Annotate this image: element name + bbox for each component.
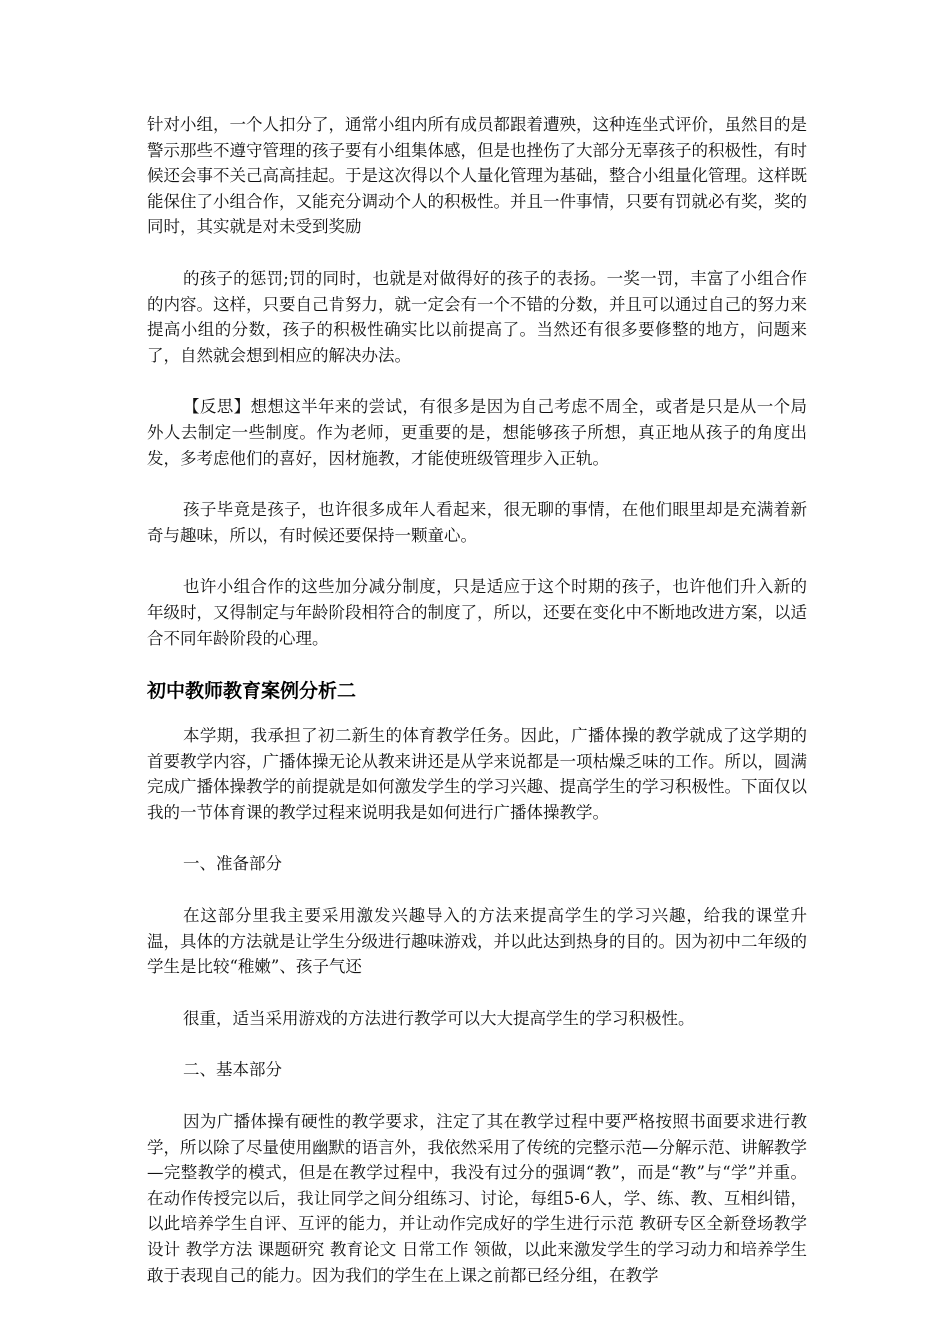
paragraph-5: 也许小组合作的这些加分减分制度，只是适应于这个时期的孩子，也许他们升入新的年级时，又得制定与年龄阶段相符合的制度了，所以，还要在变化中不断地改进方案，以适合不同年龄阶段的心理。 [147, 577, 807, 648]
paragraph-preparation-cont: 很重，适当采用游戏的方法进行教学可以大大提高学生的学习积极性。 [183, 1008, 695, 1028]
paragraph-preparation: 在这部分里我主要采用激发兴趣导入的方法来提高学生的学习兴趣，给我的课堂升温，具体的方法就是让学生分级进行趣味游戏，并以此达到热身的目的。因为初中二年级的学生是比较“稚嫩”、孩子气还 [147, 906, 807, 977]
paragraph-reflection: 【反思】想想这半年来的尝试，有很多是因为自己考虑不周全，或者是只是从一个局外人去制定一些制度。作为老师，更重要的是，想能够孩子所想，真正地从孩子的角度出发，多考虑他们的喜好，因材施教，才能使班级管理步入正轨。 [147, 397, 807, 468]
paragraph-2: 的孩子的惩罚;罚的同时，也就是对做得好的孩子的表扬。一奖一罚，丰富了小组合作的内容。这样，只要自己肯努力，就一定会有一个不错的分数，并且可以通过自己的努力来提高小组的分数，孩子的积极性确实比以前提高了。当然还有很多要修整的地方，问题来了，自然就会想到相应的解决办法。 [147, 268, 807, 365]
document-page [147, 112, 807, 1314]
paragraph-basic: 因为广播体操有硬性的教学要求，注定了其在教学过程中要严格按照书面要求进行教学，所以除了尽量使用幽默的语言外，我依然采用了传统的完整示范—分解示范、讲解教学—完整教学的模式，但是在教学过程中，我没有过分的强调“教”，而是“教”与“学”并重。在动作传授完以后，我让同学之间分组练习、讨论，每组5-6人，学、练、教、互相纠错，以此培养学生自评、互评的能力，并让动作完成好的学生进行示范 教研专区全新登场教学设计 教学方法 课题研究 教育论文 日常工作 领做，以此来激发学生的学习动力和培养学生敢于表现自己的能力。因为我们的学生在上课之前都已经分组，在教学 [147, 1112, 807, 1285]
section-heading: 初中教师教育案例分析二 [147, 680, 357, 703]
paragraph-1: 针对小组，一个人扣分了，通常小组内所有成员都跟着遭殃，这种连坐式评价，虽然目的是警示那些不遵守管理的孩子要有小组集体感，但是也挫伤了大部分无辜孩子的积极性，有时候还会事不关己高高挂起。于是这次得以个人量化管理为基础，整合小组量化管理。这样既能保住了小组合作，又能充分调动个人的积极性。并且一件事情，只要有罚就必有奖，奖的同时，其实就是对未受到奖励 [147, 115, 807, 237]
subheading-preparation: 一、准备部分 [183, 854, 282, 874]
paragraph-intro: 本学期，我承担了初二新生的体育教学任务。因此，广播体操的教学就成了这学期的首要教学内容，广播体操无论从教来讲还是从学来说都是一项枯燥乏味的工作。所以，圆满完成广播体操教学的前提就是如何激发学生的学习兴趣、提高学生的学习积极性。下面仅以我的一节体育课的教学过程来说明我是如何进行广播体操教学。 [147, 726, 807, 822]
subheading-basic: 二、基本部分 [183, 1060, 282, 1080]
paragraph-4: 孩子毕竟是孩子，也许很多成年人看起来，很无聊的事情，在他们眼里却是充满着新奇与趣味，所以，有时候还要保持一颗童心。 [147, 500, 807, 545]
